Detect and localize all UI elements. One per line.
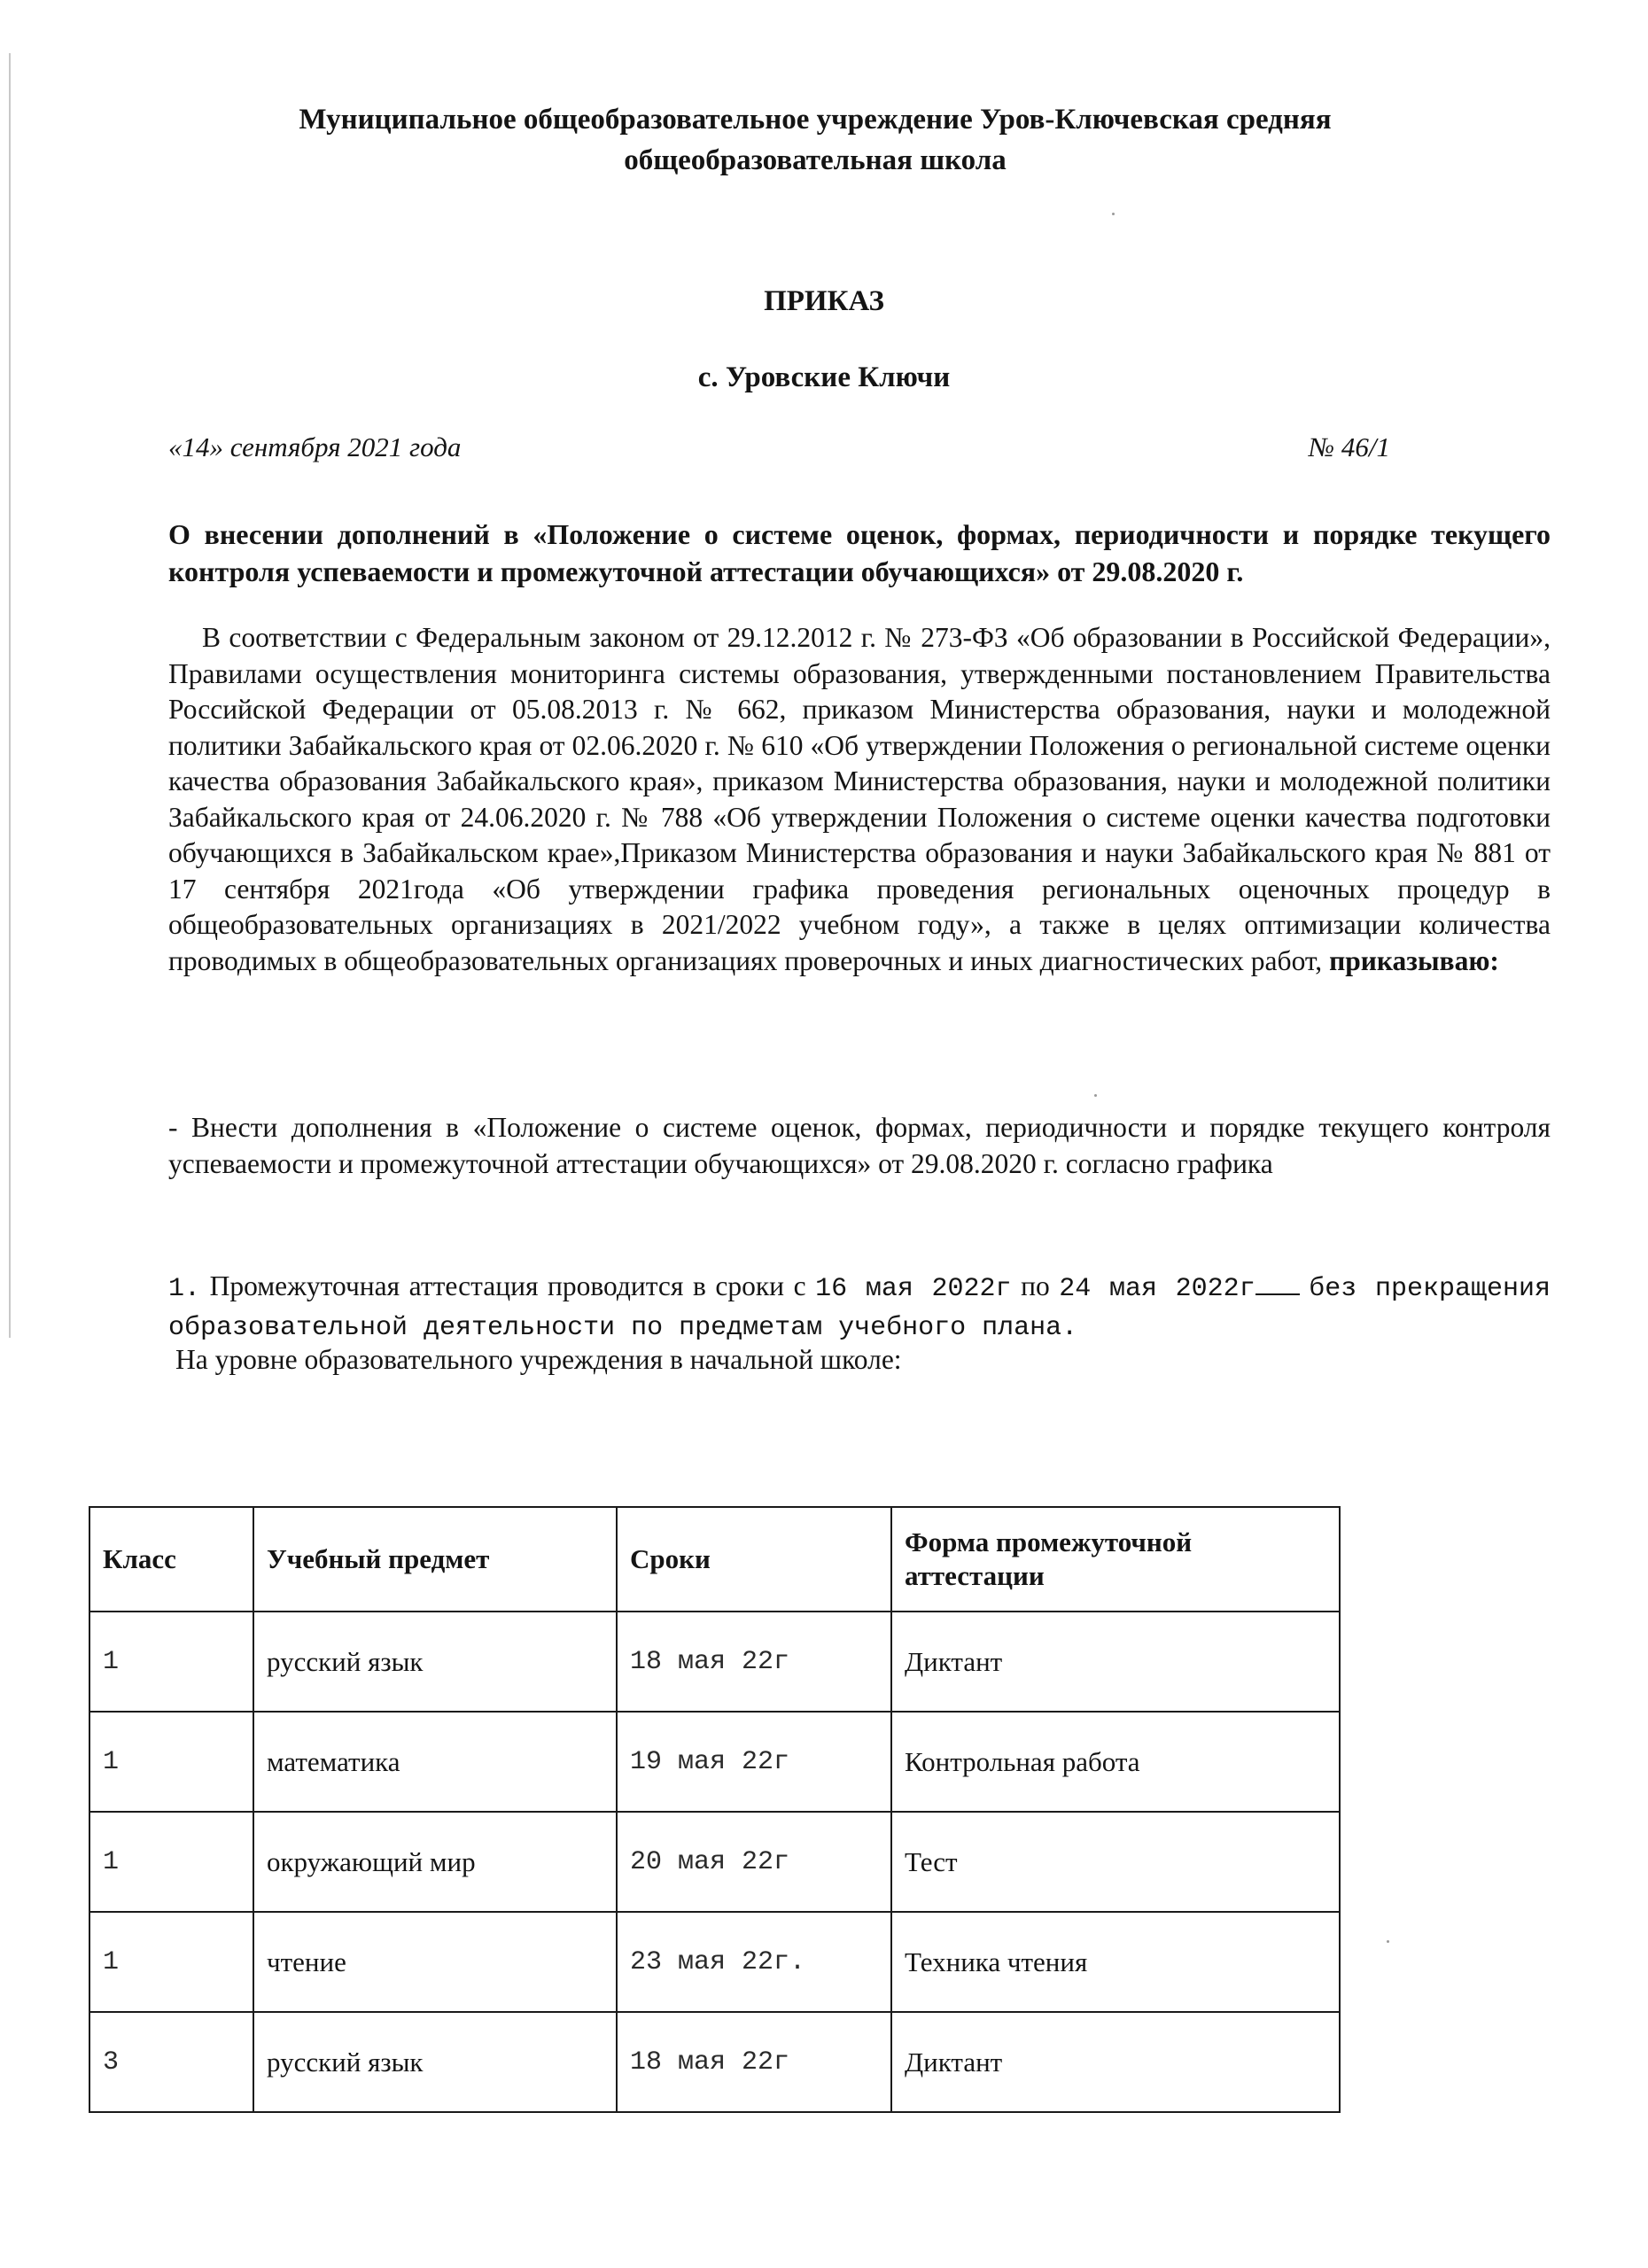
scan-speck — [1387, 1940, 1389, 1943]
scan-edge-line — [9, 53, 11, 1338]
cell-form: Контрольная работа — [891, 1712, 1340, 1812]
cell-subject: математика — [253, 1712, 617, 1812]
cell-subject: чтение — [253, 1912, 617, 2012]
cell-form: Техника чтения — [891, 1912, 1340, 2012]
order-number: № 46/1 — [1308, 431, 1390, 462]
organization-line-2: общеобразовательная школа — [624, 144, 1007, 176]
scan-speck — [1094, 1094, 1097, 1097]
item-1-to-date: 24 мая 2022г — [1059, 1274, 1255, 1304]
order-title: ПРИКАЗ — [764, 285, 884, 317]
order-place: с. Уровские Ключи — [697, 361, 951, 393]
table-header-row — [89, 1507, 1340, 1612]
table-row — [89, 2012, 1340, 2112]
table-row — [89, 1712, 1340, 1812]
cell-class: 1 — [89, 1612, 253, 1712]
order-subject: О внесении дополнений в «Положение о системе оценок, формах, периодичности и порядке текущего контроля успеваемости и промежуточной аттестации обучающихся» от 29.08.2020 г. — [168, 518, 1551, 587]
cell-class: 1 — [89, 1712, 253, 1812]
cell-date: 18 мая 22г — [617, 1612, 891, 1712]
level-line: На уровне образовательного учреждения в начальной школе: — [175, 1344, 902, 1375]
header-dates: Сроки — [617, 1507, 891, 1612]
cell-form: Диктант — [891, 1612, 1340, 1712]
preamble-paragraph — [168, 620, 1551, 979]
cell-date: 18 мая 22г — [617, 2012, 891, 2112]
cell-date: 20 мая 22г — [617, 1812, 891, 1912]
scan-speck — [1112, 213, 1115, 215]
cell-subject: русский язык — [253, 2012, 617, 2112]
attestation-schedule-table — [89, 1506, 1341, 2113]
item-1-from-date: 16 мая 2022г — [815, 1274, 1012, 1304]
organization-line-1: Муниципальное общеобразовательное учреждение Уров-Ключевская средняя — [299, 104, 1332, 136]
organization-header — [159, 99, 1471, 181]
header-class: Класс — [89, 1507, 253, 1612]
cell-date: 19 мая 22г — [617, 1712, 891, 1812]
item-1-paragraph — [168, 1269, 1551, 1346]
cell-subject: русский язык — [253, 1612, 617, 1712]
header-subject: Учебный предмет — [253, 1507, 617, 1612]
header-form: Форма промежуточной аттестации — [891, 1507, 1340, 1612]
item-1-to-word: по — [1021, 1270, 1050, 1301]
cell-form: Тест — [891, 1812, 1340, 1912]
cell-date: 23 мая 22г. — [617, 1912, 891, 2012]
item-1-number: 1. — [168, 1274, 201, 1304]
cell-subject: окружающий мир — [253, 1812, 617, 1912]
table-row — [89, 1912, 1340, 2012]
amendment-paragraph: - Внести дополнения в «Положение о системе оценок, формах, периодичности и порядке текущего контроля успеваемости и промежуточной аттестации обучающихся» от 29.08.2020 г. согласно графика — [168, 1112, 1551, 1179]
order-word: приказываю: — [1329, 944, 1499, 976]
table-row — [89, 1812, 1340, 1912]
preamble-text: В соответствии с Федеральным законом от 29.12.2012 г. № 273-ФЗ «Об образовании в Российской Федерации», Правилами осуществления мониторинга системы образования, утвержденными постановлением Правительства Российской Федерации от 05.08.2013 г. № 662, приказом Министерства образования, науки и молодежной политики Забайкальского края от 02.06.2020 г. № 610 «Об утверждении Положения о региональной системе оценки качества образования Забайкальского края», приказом Министерства образования, науки и молодежной политики Забайкальского края от 24.06.2020 г. № 788 «Об утверждении Положения о системе оценки качества подготовки обучающихся в Забайкальском крае»,Приказом Министерства образования и науки Забайкальского края № 881 от 17 сентября 2021года «Об утверждении графика проведения региональных оценочных процедур в общеобразовательных организациях в 2021/2022 учебном году», а также в целях оптимизации количества проводимых в общеобразовательных организациях проверочных и иных диагностических работ, — [168, 622, 1551, 976]
cell-form: Диктант — [891, 2012, 1340, 2112]
item-1-text-a: Промежуточная аттестация проводится в сроки с — [209, 1270, 806, 1301]
table-row — [89, 1612, 1340, 1712]
order-date: «14» сентября 2021 года — [168, 431, 462, 462]
cell-class: 1 — [89, 1812, 253, 1912]
item-1-text-b: без прекращения образовательной деятельности по предметам учебного плана. — [168, 1274, 1551, 1343]
cell-class: 1 — [89, 1912, 253, 2012]
cell-class: 3 — [89, 2012, 253, 2112]
fill-in-blank — [1255, 1270, 1300, 1295]
